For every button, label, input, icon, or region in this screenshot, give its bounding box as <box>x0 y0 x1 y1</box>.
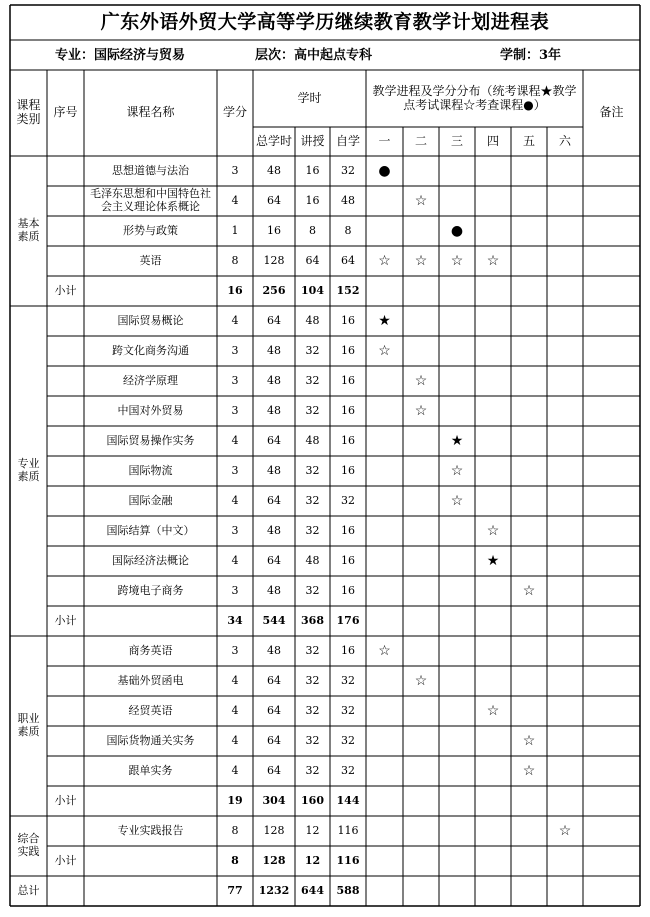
lecture-hours-value: 32 <box>305 373 320 387</box>
course-name: 跨境电子商务 <box>117 583 184 597</box>
self-study-hours-value: 16 <box>341 643 355 657</box>
subtotal-label: 小计 <box>54 793 77 807</box>
semester-mark: ☆ <box>450 492 464 509</box>
semester-mark: ☆ <box>486 252 500 269</box>
total-hours-value: 48 <box>267 403 281 417</box>
lecture-hours-value: 32 <box>305 703 320 717</box>
lecture-hours-value: 32 <box>305 673 320 687</box>
course-name: 国际物流 <box>128 463 173 477</box>
credit-value: 3 <box>231 373 239 387</box>
course-name: 经济学原理 <box>123 373 178 387</box>
course-name: 国际贸易操作实务 <box>106 433 195 447</box>
lecture-hours-value: 32 <box>305 493 320 507</box>
credit-value: 3 <box>231 523 239 537</box>
credit-value: 3 <box>231 403 239 417</box>
total-hours-value: 48 <box>267 343 281 357</box>
semester-mark: ● <box>378 162 391 179</box>
self-study-hours-value: 144 <box>336 793 360 807</box>
course-name: 毛泽东思想和中国特色社会主义理论体系概论 <box>90 187 211 213</box>
semester-mark: ☆ <box>378 252 391 269</box>
self-study-hours-value: 16 <box>341 403 355 417</box>
total-hours-value: 64 <box>267 193 281 207</box>
credit-value: 4 <box>231 493 239 507</box>
header-remark: 备注 <box>599 105 624 120</box>
self-study-hours-value: 16 <box>341 583 355 597</box>
self-study-hours-value: 32 <box>341 493 355 507</box>
credit-value: 34 <box>227 613 243 627</box>
lecture-hours-value: 16 <box>305 163 320 177</box>
semester-mark: ☆ <box>414 372 428 389</box>
header-self: 自学 <box>335 133 360 148</box>
course-name: 国际经济法概论 <box>112 553 189 567</box>
duration-label: 学制：3年 <box>500 47 562 63</box>
category-label: 基本素质 <box>17 217 40 243</box>
header-category: 课程类别 <box>16 98 41 126</box>
total-hours-value: 128 <box>262 853 286 867</box>
subtotal-label: 小计 <box>54 613 77 627</box>
lecture-hours-value: 160 <box>301 793 324 807</box>
lecture-hours-value: 32 <box>305 403 320 417</box>
lecture-hours-value: 104 <box>301 283 324 297</box>
lecture-hours-value: 32 <box>305 643 320 657</box>
self-study-hours-value: 116 <box>336 853 360 867</box>
semester-mark: ☆ <box>378 342 391 359</box>
semester-mark: ☆ <box>450 252 464 269</box>
semester-mark: ☆ <box>414 192 428 209</box>
lecture-hours-value: 16 <box>305 193 320 207</box>
total-hours-value: 64 <box>267 493 281 507</box>
lecture-hours-value: 12 <box>305 823 320 837</box>
credit-value: 3 <box>231 343 239 357</box>
credit-value: 3 <box>231 643 239 657</box>
total-label: 总计 <box>17 883 40 897</box>
semester-mark: ☆ <box>414 672 428 689</box>
header-hours: 学时 <box>297 90 322 105</box>
self-study-hours-value: 16 <box>341 313 355 327</box>
semester-mark: ☆ <box>486 522 500 539</box>
header-semester: 三 <box>450 133 463 148</box>
credit-value: 4 <box>231 673 239 687</box>
subtotal-label: 小计 <box>54 853 77 867</box>
credit-value: 3 <box>231 583 239 597</box>
self-study-hours-value: 48 <box>341 193 355 207</box>
course-name: 专业实践报告 <box>117 823 184 837</box>
category-label: 职业素质 <box>17 712 40 738</box>
total-hours-value: 48 <box>267 373 281 387</box>
self-study-hours-value: 116 <box>337 823 359 837</box>
header-semester: 二 <box>414 133 427 148</box>
credit-value: 4 <box>231 703 239 717</box>
lecture-hours-value: 32 <box>305 343 320 357</box>
credit-value: 3 <box>231 163 239 177</box>
semester-mark: ☆ <box>522 582 536 599</box>
header-semester: 一 <box>378 133 391 148</box>
header-progress: 教学进程及学分分布（统考课程★教学点考试课程☆考查课程●） <box>372 83 577 112</box>
total-hours-value: 48 <box>267 463 281 477</box>
course-name: 中国对外贸易 <box>117 403 184 417</box>
course-name: 国际结算（中文） <box>106 523 195 537</box>
credit-value: 8 <box>231 823 239 837</box>
self-study-hours-value: 16 <box>341 523 355 537</box>
credit-value: 8 <box>231 853 239 867</box>
lecture-hours-value: 644 <box>301 883 324 897</box>
semester-mark: ☆ <box>378 642 391 659</box>
credit-value: 19 <box>227 793 243 807</box>
category-label: 专业素质 <box>17 457 40 483</box>
total-hours-value: 128 <box>263 823 285 837</box>
semester-mark: ● <box>450 222 464 239</box>
credit-value: 8 <box>231 253 239 267</box>
semester-mark: ☆ <box>486 702 500 719</box>
header-semester: 六 <box>558 133 571 148</box>
lecture-hours-value: 32 <box>305 733 320 747</box>
self-study-hours-value: 32 <box>341 163 355 177</box>
course-name: 基础外贸函电 <box>117 673 184 687</box>
credit-value: 4 <box>231 433 239 447</box>
lecture-hours-value: 64 <box>305 253 320 267</box>
credit-value: 4 <box>231 733 239 747</box>
course-name: 经贸英语 <box>128 703 173 717</box>
self-study-hours-value: 32 <box>341 703 355 717</box>
total-hours-value: 544 <box>262 613 286 627</box>
self-study-hours-value: 32 <box>341 763 355 777</box>
category-label: 综合实践 <box>17 832 40 858</box>
semester-mark: ☆ <box>558 822 572 839</box>
self-study-hours-value: 588 <box>336 883 360 897</box>
lecture-hours-value: 32 <box>305 523 320 537</box>
semester-mark: ☆ <box>414 252 428 269</box>
total-hours-value: 64 <box>267 313 281 327</box>
self-study-hours-value: 16 <box>341 343 355 357</box>
semester-mark: ☆ <box>522 762 536 779</box>
subtotal-label: 小计 <box>54 283 77 297</box>
credit-value: 1 <box>231 223 239 237</box>
header-credit: 学分 <box>222 105 247 120</box>
self-study-hours-value: 32 <box>341 733 355 747</box>
header-lecture: 讲授 <box>300 133 325 148</box>
credit-value: 77 <box>227 883 243 897</box>
course-name: 商务英语 <box>128 643 173 657</box>
self-study-hours-value: 32 <box>341 673 355 687</box>
course-name: 跟单实务 <box>128 763 173 777</box>
total-hours-value: 48 <box>267 643 281 657</box>
credit-value: 16 <box>227 283 243 297</box>
header-semester: 五 <box>522 133 535 148</box>
self-study-hours-value: 152 <box>336 283 360 297</box>
lecture-hours-value: 32 <box>305 583 320 597</box>
semester-mark: ☆ <box>522 732 536 749</box>
course-name: 国际金融 <box>128 493 173 507</box>
credit-value: 4 <box>231 553 239 567</box>
self-study-hours-value: 16 <box>341 553 355 567</box>
total-hours-value: 64 <box>267 763 281 777</box>
course-name: 国际货物通关实务 <box>106 733 195 747</box>
course-name: 跨文化商务沟通 <box>112 343 189 357</box>
header-semester: 四 <box>486 133 499 148</box>
credit-value: 4 <box>231 763 239 777</box>
credit-value: 4 <box>231 193 239 207</box>
total-hours-value: 1232 <box>258 883 290 897</box>
lecture-hours-value: 48 <box>305 313 320 327</box>
credit-value: 3 <box>231 463 239 477</box>
self-study-hours-value: 16 <box>341 433 355 447</box>
total-hours-value: 304 <box>262 793 286 807</box>
lecture-hours-value: 32 <box>305 463 320 477</box>
semester-mark: ★ <box>450 432 464 449</box>
self-study-hours-value: 16 <box>341 463 355 477</box>
self-study-hours-value: 176 <box>336 613 360 627</box>
course-name: 形势与政策 <box>123 223 178 237</box>
header-total-hours: 总学时 <box>255 133 292 148</box>
course-name: 思想道德与法治 <box>112 163 189 177</box>
total-hours-value: 256 <box>262 283 286 297</box>
total-hours-value: 48 <box>267 163 281 177</box>
total-hours-value: 48 <box>267 523 281 537</box>
total-hours-value: 64 <box>267 703 281 717</box>
lecture-hours-value: 12 <box>304 853 321 867</box>
major-label: 专业：国际经济与贸易 <box>55 47 186 63</box>
self-study-hours-value: 16 <box>341 373 355 387</box>
lecture-hours-value: 8 <box>309 223 316 237</box>
lecture-hours-value: 368 <box>301 613 324 627</box>
semester-mark: ☆ <box>414 402 428 419</box>
document-title: 广东外语外贸大学高等学历继续教育教学计划进程表 <box>100 11 550 34</box>
header-seq: 序号 <box>53 105 78 120</box>
total-hours-value: 64 <box>267 553 281 567</box>
total-hours-value: 128 <box>263 253 285 267</box>
lecture-hours-value: 32 <box>305 763 320 777</box>
self-study-hours-value: 64 <box>341 253 355 267</box>
course-name: 英语 <box>139 253 162 267</box>
semester-mark: ★ <box>486 552 500 569</box>
self-study-hours-value: 8 <box>344 223 352 237</box>
semester-mark: ★ <box>378 312 391 329</box>
total-hours-value: 48 <box>267 583 281 597</box>
total-hours-value: 64 <box>267 733 281 747</box>
total-hours-value: 64 <box>267 433 281 447</box>
credit-value: 4 <box>231 313 239 327</box>
total-hours-value: 64 <box>267 673 281 687</box>
total-hours-value: 16 <box>267 223 281 237</box>
semester-mark: ☆ <box>450 462 464 479</box>
level-label: 层次：高中起点专科 <box>255 47 373 63</box>
lecture-hours-value: 48 <box>305 553 320 567</box>
header-course: 课程名称 <box>126 105 175 120</box>
course-name: 国际贸易概论 <box>117 313 184 327</box>
lecture-hours-value: 48 <box>305 433 320 447</box>
